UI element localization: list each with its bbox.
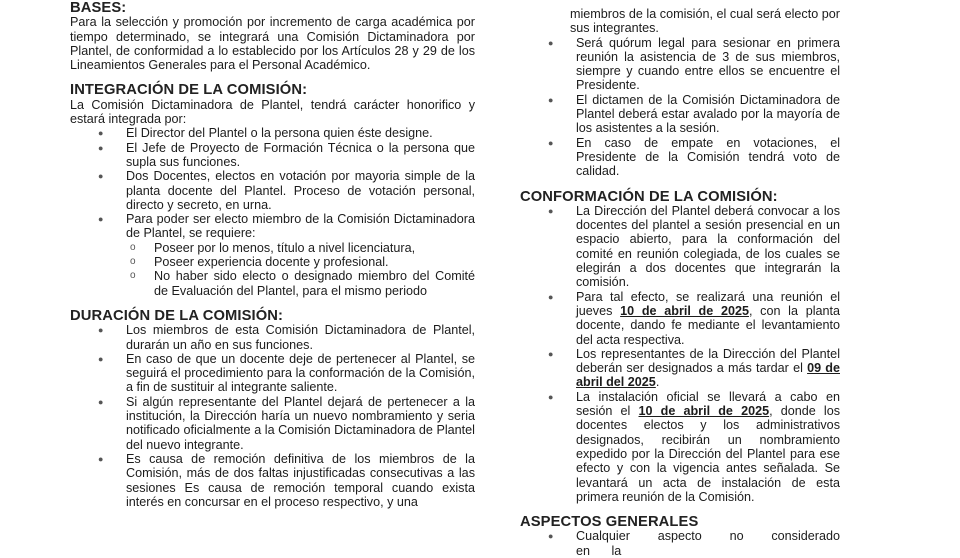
list-item: ● Si algún representante del Plantel dejará de pertenecer a la institución, la Dirección haría un nuevo nombramiento y seria notificado oficialmente a la Comisión Dictaminadora de Plantel del nuevo integrante. [98, 394, 475, 452]
list-item: ● Para tal efecto, se realizará una reunión el jueves 10 de abril de 2025, con la planta docente, dando fe mediante el levantamiento del acta respectiva. [548, 289, 841, 347]
list-item: ● La Dirección del Plantel deberá convocar a los docentes del plantel a sesión presencial en un espacio abierto, para la conformación del comité en reunión colegiada, de los cuales se elegirán a dos docentes que integrarán la comisión. [548, 203, 840, 290]
list-item: ● La instalación oficial se llevará a cabo en sesión el 10 de abril de 2025, donde los docentes electos y los administrativos designados, recibirán un nombramiento expedido por la Dirección del Plantel para ese efecto y con la vigencia antes señalada. Se levantará un acta de instalación de esta primera reunión de la Comisión. [548, 389, 840, 504]
integracion-list [70, 126, 475, 298]
circle-bullet-icon: o [130, 270, 136, 282]
meeting-date: 10 de abril de 2025 [620, 303, 749, 318]
left-column [70, 0, 475, 509]
bullet-icon: ● [98, 396, 104, 407]
sublist-item: o Poseer experiencia docente y profesional. [130, 255, 389, 270]
installation-date: 10 de abril de 2025 [638, 404, 770, 419]
aspectos-list [520, 529, 840, 558]
conformacion-list [520, 204, 840, 504]
circle-bullet-icon: o [130, 256, 136, 268]
bullet-icon: ● [98, 128, 104, 139]
list-item: ● Es causa de remoción definitiva de los miembros de la Comisión, más de dos faltas injustificadas consecutivas a las sesiones Es causa de remoción temporal cuando exista interés en concursar en el proceso respectivo, y una [98, 451, 475, 509]
circle-bullet-icon: o [130, 241, 136, 253]
sublist-item: o No haber sido electo o designado miembro del Comité de Evaluación del Plantel, para el mismo periodo [130, 269, 475, 298]
bases-paragraph: Para la selección y promoción por incremento de carga académica por tiempo determinado, se integrará una Comisión Dictaminadora por Plantel, de conformidad a lo establecido por los Artículos 28 y 29 de los Lineamientos Generales para el Personal Académico. [70, 15, 475, 73]
bullet-icon: ● [98, 325, 104, 336]
duracion-list [70, 323, 475, 509]
duracion-heading: DURACIÓN DE LA COMISIÓN: [70, 307, 284, 324]
list-item: ● Los representantes de la Dirección del Plantel deberán ser designados a más tardar el 09 de abril del 2025. [548, 346, 840, 390]
list-item: ● Para poder ser electo miembro de la Comisión Dictaminadora de Plantel, se requiere: o Poseer por lo menos, título a nivel licenciatura, o Poseer experiencia docente y profesional. o No haber sido electo o designado miembro del Comité de Evaluación del Plantel, para el mismo periodo [98, 212, 475, 298]
continued-text: miembros de la comisión, el cual será electo por sus integrantes. [570, 7, 840, 36]
bullet-icon: ● [548, 531, 554, 542]
bullet-icon: ● [98, 171, 104, 182]
list-item: ● El Jefe de Proyecto de Formación Técnica o la persona que supla sus funciones. [98, 140, 475, 169]
bullet-icon: ● [548, 37, 554, 48]
list-item: ● Los miembros de esta Comisión Dictaminadora de Plantel, durarán un año en sus funciones. [98, 323, 475, 352]
bullet-icon: ● [98, 214, 104, 225]
list-item: ● Cualquier aspecto no considerado en la [548, 529, 840, 558]
bullet-icon: ● [548, 348, 554, 359]
sublist-item: o Poseer por lo menos, título a nivel licenciatura, [130, 240, 416, 255]
list-item: ● Será quórum legal para sesionar en primera reunión la asistencia de 3 de sus miembros, siempre y cuando entre ellos se encuentre el Presidente. [548, 35, 840, 93]
list-item: ● Dos Docentes, electos en votación por mayoria simple de la planta docente del Plantel. Proceso de votación personal, directo y secreto, en urna. [98, 169, 475, 212]
aspectos-heading: ASPECTOS GENERALES [520, 514, 699, 531]
session-rules-list [520, 36, 840, 179]
list-item: ● El Director del Plantel o la persona quien éste designe. [98, 126, 433, 141]
bullet-icon: ● [98, 353, 104, 364]
bullet-icon: ● [98, 142, 104, 153]
bases-heading: BASES: [70, 0, 127, 16]
integracion-intro: La Comisión Dictaminadora de Plantel, tendrá carácter honorifico y estará integrada por: [70, 97, 475, 127]
list-item: ● En caso de que un docente deje de pertenecer al Plantel, se seguirá el procedimiento para la conformación de la Comisión, a fin de sustituir al integrante saliente. [98, 351, 475, 395]
list-item: ● El dictamen de la Comisión Dictaminadora de Plantel deberá estar avalado por la mayoría de los asistentes a la sesión. [548, 92, 840, 136]
conformacion-heading: CONFORMACIÓN DE LA COMISIÓN: [520, 188, 778, 205]
bullet-icon: ● [548, 205, 554, 216]
right-column [520, 0, 840, 558]
requirements-sublist [126, 241, 475, 298]
designation-deadline-date: 09 de abril del 2025 [576, 361, 840, 390]
bullet-icon: ● [548, 291, 554, 302]
list-item: ● En caso de empate en votaciones, el Presidente de la Comisión tendrá voto de calidad. [548, 135, 840, 179]
bullet-icon: ● [98, 453, 104, 464]
integracion-heading: INTEGRACIÓN DE LA COMISIÓN: [70, 82, 308, 99]
bullet-icon: ● [548, 137, 554, 148]
bullet-icon: ● [548, 391, 554, 402]
bullet-icon: ● [548, 94, 554, 105]
